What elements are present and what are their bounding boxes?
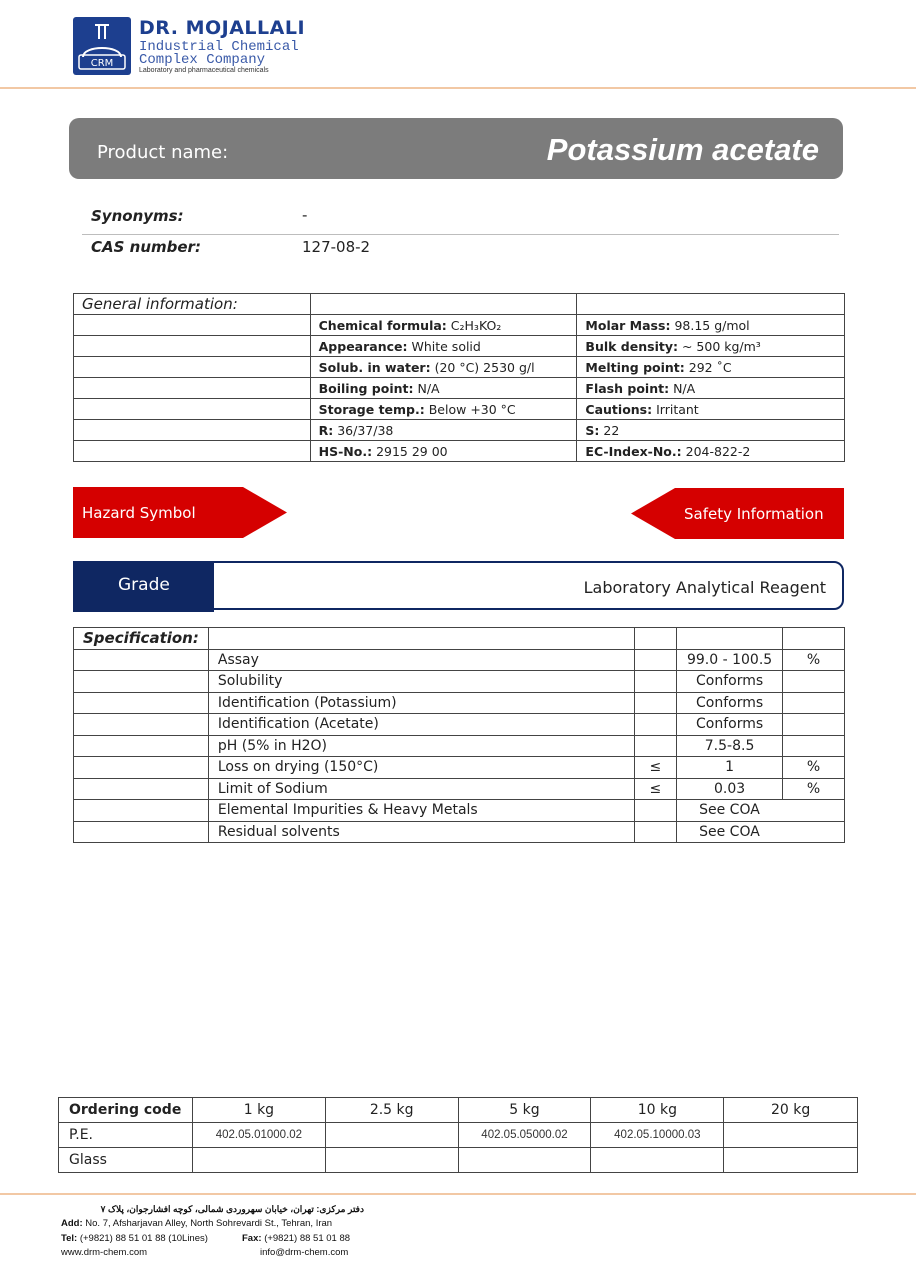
spec-operator bbox=[634, 821, 677, 843]
safety-information-label: Safety Information bbox=[684, 505, 824, 523]
tel-line: Tel: (+9821) 88 51 01 88 (10Lines) bbox=[61, 1233, 208, 1244]
company-tagline: Laboratory and pharmaceutical chemicals bbox=[139, 67, 269, 74]
field-label: S: bbox=[585, 422, 600, 438]
field-label: Boiling point: bbox=[318, 380, 414, 396]
order-code bbox=[724, 1148, 858, 1173]
svg-text:CRM: CRM bbox=[90, 58, 114, 69]
spec-operator bbox=[634, 649, 677, 671]
spec-unit bbox=[783, 735, 845, 757]
field-label: R: bbox=[318, 422, 334, 438]
spec-value: 7.5-8.5 bbox=[677, 735, 783, 757]
order-code bbox=[192, 1148, 325, 1173]
package-type: P.E. bbox=[59, 1123, 193, 1148]
spec-name: Solubility bbox=[208, 671, 634, 693]
fax-line: Fax: (+9821) 88 51 01 88 bbox=[242, 1233, 351, 1244]
spec-value: 0.03 bbox=[677, 778, 783, 800]
table-row bbox=[59, 1098, 858, 1123]
spec-unit: % bbox=[783, 757, 845, 779]
spec-value: See COA bbox=[677, 800, 845, 822]
spec-name: Residual solvents bbox=[208, 821, 634, 843]
table-row bbox=[74, 628, 845, 650]
pack-size-header: 10 kg bbox=[591, 1098, 724, 1123]
field-label: Storage temp.: bbox=[318, 401, 425, 417]
product-name-value: Potassium acetate bbox=[546, 132, 819, 167]
general-info-title: General information: bbox=[74, 294, 311, 315]
footer-divider bbox=[0, 1193, 916, 1195]
table-row bbox=[59, 1123, 858, 1148]
field-value: 36/37/38 bbox=[337, 422, 394, 438]
website-link[interactable]: www.drm-chem.com bbox=[61, 1247, 148, 1258]
flask-logo-icon bbox=[73, 17, 131, 75]
table-row bbox=[74, 800, 845, 822]
spec-unit bbox=[783, 671, 845, 693]
cas-value: 127-08-2 bbox=[302, 238, 371, 256]
field-value: 2915 29 00 bbox=[376, 443, 448, 459]
company-logo bbox=[73, 17, 131, 75]
pack-size-header: 5 kg bbox=[458, 1098, 591, 1123]
table-row bbox=[74, 671, 845, 693]
spec-name: Assay bbox=[208, 649, 634, 671]
field-value: 98.15 g/mol bbox=[674, 317, 750, 333]
order-code bbox=[724, 1123, 858, 1148]
spec-value: 1 bbox=[677, 757, 783, 779]
ordering-code-header: Ordering code bbox=[59, 1098, 193, 1123]
spec-value: Conforms bbox=[677, 714, 783, 736]
company-name: DR. MOJALLALI bbox=[139, 17, 306, 39]
company-subtitle-2: Complex Company bbox=[139, 52, 266, 68]
specification-table bbox=[73, 627, 845, 843]
package-type: Glass bbox=[59, 1148, 193, 1173]
table-row bbox=[74, 357, 845, 378]
meta-divider bbox=[82, 234, 839, 235]
spec-unit bbox=[783, 692, 845, 714]
spec-unit: % bbox=[783, 778, 845, 800]
spec-value: Conforms bbox=[677, 671, 783, 693]
field-value: Below +30 °C bbox=[428, 401, 516, 417]
order-code bbox=[325, 1148, 458, 1173]
spec-operator bbox=[634, 692, 677, 714]
order-code: 402.05.05000.02 bbox=[458, 1123, 591, 1148]
table-row bbox=[74, 692, 845, 714]
spec-name: Loss on drying (150°C) bbox=[208, 757, 634, 779]
table-row bbox=[74, 821, 845, 843]
spec-value: See COA bbox=[677, 821, 845, 843]
company-subtitle-1: Industrial Chemical bbox=[139, 39, 299, 55]
cas-label: CAS number: bbox=[91, 238, 201, 256]
spec-name: Identification (Potassium) bbox=[208, 692, 634, 714]
spec-operator: ≤ bbox=[634, 778, 677, 800]
table-row bbox=[74, 714, 845, 736]
order-code: 402.05.01000.02 bbox=[192, 1123, 325, 1148]
table-row bbox=[74, 441, 845, 462]
field-label: Chemical formula: bbox=[318, 317, 447, 333]
spec-operator bbox=[634, 735, 677, 757]
address-line: Add: No. 7, Afsharjavan Alley, North Sohrevardi St., Tehran, Iran bbox=[61, 1218, 333, 1229]
spec-value: Conforms bbox=[677, 692, 783, 714]
persian-address: دفتر مرکزی: تهران، خیابان سهروردی شمالی، کوچه افشارجوان، پلاک ۷ bbox=[100, 1204, 364, 1214]
order-code bbox=[591, 1148, 724, 1173]
order-code bbox=[458, 1148, 591, 1173]
spec-unit bbox=[783, 714, 845, 736]
field-label: EC-Index-No.: bbox=[585, 443, 682, 459]
table-row bbox=[74, 294, 845, 315]
field-value: C₂H₃KO₂ bbox=[450, 317, 502, 333]
spec-name: Elemental Impurities & Heavy Metals bbox=[208, 800, 634, 822]
table-row bbox=[74, 378, 845, 399]
table-row bbox=[74, 336, 845, 357]
field-label: Appearance: bbox=[318, 338, 408, 354]
field-value: (20 °C) 2530 g/l bbox=[434, 359, 535, 375]
spec-name: Identification (Acetate) bbox=[208, 714, 634, 736]
spec-name: Limit of Sodium bbox=[208, 778, 634, 800]
table-row bbox=[74, 778, 845, 800]
spec-value: 99.0 - 100.5 bbox=[677, 649, 783, 671]
pack-size-header: 1 kg bbox=[192, 1098, 325, 1123]
field-value: ~ 500 kg/m³ bbox=[681, 338, 761, 354]
general-info-table bbox=[73, 293, 845, 462]
field-value: N/A bbox=[673, 380, 696, 396]
field-label: HS-No.: bbox=[318, 443, 373, 459]
table-row bbox=[74, 420, 845, 441]
specification-title: Specification: bbox=[74, 628, 209, 650]
header-divider bbox=[0, 87, 916, 89]
email-link[interactable]: info@drm-chem.com bbox=[260, 1247, 349, 1258]
order-code: 402.05.10000.03 bbox=[591, 1123, 724, 1148]
field-label: Solub. in water: bbox=[318, 359, 431, 375]
table-row bbox=[74, 315, 845, 336]
table-row bbox=[59, 1148, 858, 1173]
field-value: 22 bbox=[603, 422, 620, 438]
spec-name: pH (5% in H2O) bbox=[208, 735, 634, 757]
spec-operator: ≤ bbox=[634, 757, 677, 779]
table-row bbox=[74, 735, 845, 757]
order-code bbox=[325, 1123, 458, 1148]
ordering-table bbox=[58, 1097, 858, 1173]
table-row bbox=[74, 757, 845, 779]
table-row bbox=[74, 399, 845, 420]
synonyms-label: Synonyms: bbox=[91, 207, 184, 225]
field-value: Irritant bbox=[656, 401, 699, 417]
field-label: Cautions: bbox=[585, 401, 653, 417]
field-value: 204-822-2 bbox=[685, 443, 751, 459]
field-label: Flash point: bbox=[585, 380, 670, 396]
pack-size-header: 2.5 kg bbox=[325, 1098, 458, 1123]
field-value: 292 ˚C bbox=[688, 359, 732, 375]
spec-unit: % bbox=[783, 649, 845, 671]
grade-label: Grade bbox=[118, 575, 170, 595]
product-name-label: Product name: bbox=[97, 142, 229, 163]
hazard-symbol-label: Hazard Symbol bbox=[82, 504, 196, 522]
spec-operator bbox=[634, 714, 677, 736]
field-label: Molar Mass: bbox=[585, 317, 671, 333]
field-value: White solid bbox=[411, 338, 481, 354]
spec-operator bbox=[634, 671, 677, 693]
field-label: Melting point: bbox=[585, 359, 685, 375]
table-row bbox=[74, 649, 845, 671]
field-label: Bulk density: bbox=[585, 338, 678, 354]
grade-value: Laboratory Analytical Reagent bbox=[583, 578, 826, 597]
spec-operator bbox=[634, 800, 677, 822]
pack-size-header: 20 kg bbox=[724, 1098, 858, 1123]
synonyms-value: - bbox=[302, 206, 308, 224]
field-value: N/A bbox=[417, 380, 440, 396]
